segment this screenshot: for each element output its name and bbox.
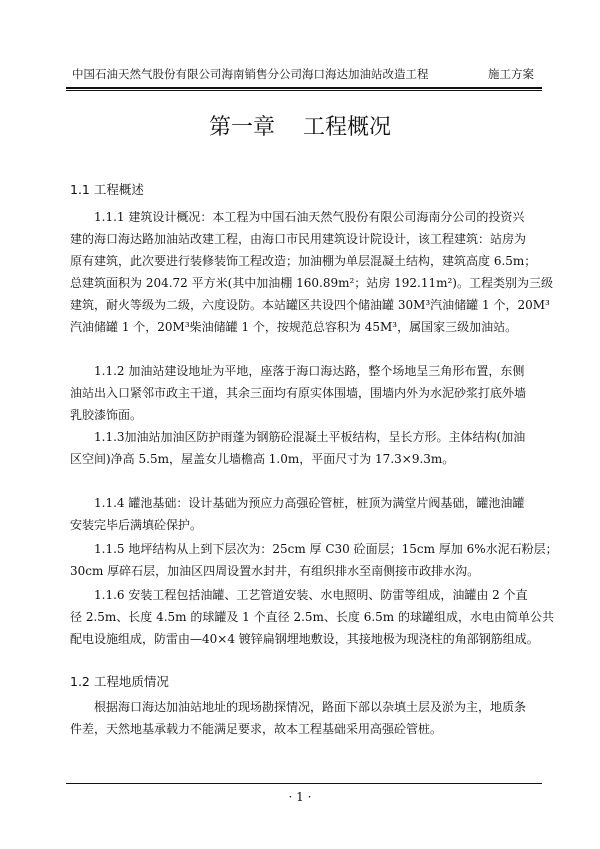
page-header: [66, 66, 542, 86]
text-line: 配电设施组成，防雷由—40×4 镀锌扁钢埋地敷设，其接地极为现浇柱的角部钢筋组成。: [70, 632, 539, 646]
paragraph-1-1-4: [70, 492, 542, 536]
header-doc-type: 施工方案: [488, 67, 534, 81]
paragraph-1-1-3: [70, 426, 542, 470]
paragraph-1-1-2: [70, 360, 542, 426]
paragraph-1-2: [70, 696, 542, 740]
text-line: 建的海口海达路加油站改建工程，由海口市民用建筑设计院设计，该工程建筑：站房为: [70, 232, 527, 246]
text-line: 总建筑面积为 204.72 平方米(其中加油棚 160.89m²；站房 192.11m²)。工程类别为三级: [70, 276, 553, 290]
text-line: 径 2.5m、长度 4.5m 的球罐及 1 个直径 2.5m、长度 6.5m 的球罐组成，水电由简单公共: [70, 610, 555, 624]
text-line: 油站出入口紧邻市政主干道，其余三面均有原实体围墙，围墙内外为水泥砂浆打底外墙: [70, 386, 527, 400]
header-rule-thick: [66, 87, 542, 89]
text-line: 1.1.1 建筑设计概况：本工程为中国石油天然气股份有限公司海南分公司的投资兴: [94, 210, 525, 224]
paragraph-1-1-6: [70, 584, 555, 650]
footer-rule: [66, 783, 542, 784]
paragraph-1-1-5: [70, 538, 558, 582]
text-line: 原有建筑，此次要进行装修装饰工程改造；加油棚为单层混凝土结构，建筑高度 6.5m；: [70, 254, 537, 268]
text-line: 件差，天然地基承载力不能满足要求，故本工程基础采用高强砼管桩。: [70, 722, 443, 736]
text-line: 汽油储罐 1 个，20M³柴油储罐 1 个，按规范总容积为 45M³，属国家三级加油站。: [70, 320, 518, 334]
text-line: 根据海口海达加油站地址的现场勘探情况，路面下部以杂填土层及淤为主，地质条: [94, 700, 527, 714]
text-line: 1.1.3加油站加油区防护雨蓬为钢筋砼混凝土平板结构，呈长方形。主体结构(加油: [94, 430, 526, 444]
text-line: 1.1.5 地坪结构从上到下层次为：25cm 厚 C30 砼面层；15cm 厚加 6%水泥石粉层；: [94, 542, 558, 556]
text-line: 30cm 厚碎石层，加油区四周设置水封井，有组织排水至南侧接市政排水沟。: [70, 564, 480, 578]
chapter-title: 第一章 工程概况: [209, 115, 391, 140]
header-rule-thin: [66, 90, 542, 91]
text-line: 区空间)净高 5.5m，屋盖女儿墙檐高 1.0m，平面尺寸为 17.3×9.3m。: [70, 452, 455, 466]
section-heading-1-1: 1.1 工程概述: [70, 182, 144, 197]
text-line: 1.1.6 安装工程包括油罐、工艺管道安装、水电照明、防雷等组成，油罐由 2 个直: [94, 588, 528, 602]
page-number: · 1 ·: [288, 790, 312, 804]
paragraph-1-1-1: [70, 206, 553, 338]
text-line: 安装完毕后满填砼保护。: [70, 518, 203, 532]
text-line: 1.1.4 罐池基础：设计基础为预应力高强砼管桩，桩顶为满堂片阀基础，罐池油罐: [94, 496, 525, 510]
text-line: 建筑，耐火等级为二级，六度设防。本站罐区共设四个储油罐 30M³汽油储罐 1 个，20M³: [70, 298, 550, 312]
header-project-title: 中国石油天然气股份有限公司海南销售分公司海口海达加油站改造工程: [72, 67, 429, 81]
text-line: 1.1.2 加油站建设地址为平地，座落于海口海达路，整个场地呈三角形布置，东侧: [94, 364, 525, 378]
text-line: 乳胶漆饰面。: [70, 408, 143, 422]
section-heading-1-2: 1.2 工程地质情况: [70, 674, 169, 689]
